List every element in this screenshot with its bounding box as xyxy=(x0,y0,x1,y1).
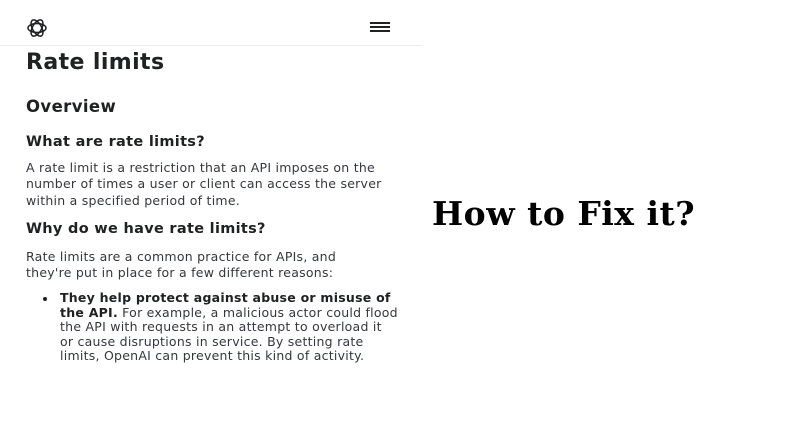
paragraph-definition: A rate limit is a restriction that an API imposes on the number of times a user or client can access the server within a specified period of time. xyxy=(26,160,382,208)
hamburger-menu-icon[interactable] xyxy=(370,20,392,34)
list-item xyxy=(26,291,398,364)
top-nav-bar xyxy=(0,0,422,46)
openai-logo-icon[interactable] xyxy=(24,15,50,41)
page-title: Rate limits xyxy=(26,50,165,75)
subheading-what-are-rate-limits: What are rate limits? xyxy=(26,134,205,150)
list-item-bold: They help protect against abuse or misuse of the API. xyxy=(60,290,391,320)
list-item-text: For example, a malicious actor could flood the API with requests in an attempt to overload it or cause disruptions in service. By setting rate limits, OpenAI can prevent this kind of activity. xyxy=(60,304,398,364)
headline-text: How to Fix it? xyxy=(432,194,696,233)
section-heading-overview: Overview xyxy=(26,97,117,116)
paragraph-reasons: Rate limits are a common practice for APIs, and they're put in place for a few different reasons: xyxy=(26,248,337,281)
reasons-list xyxy=(26,291,406,364)
article-content xyxy=(26,46,406,364)
subheading-why-rate-limits: Why do we have rate limits? xyxy=(26,220,266,237)
